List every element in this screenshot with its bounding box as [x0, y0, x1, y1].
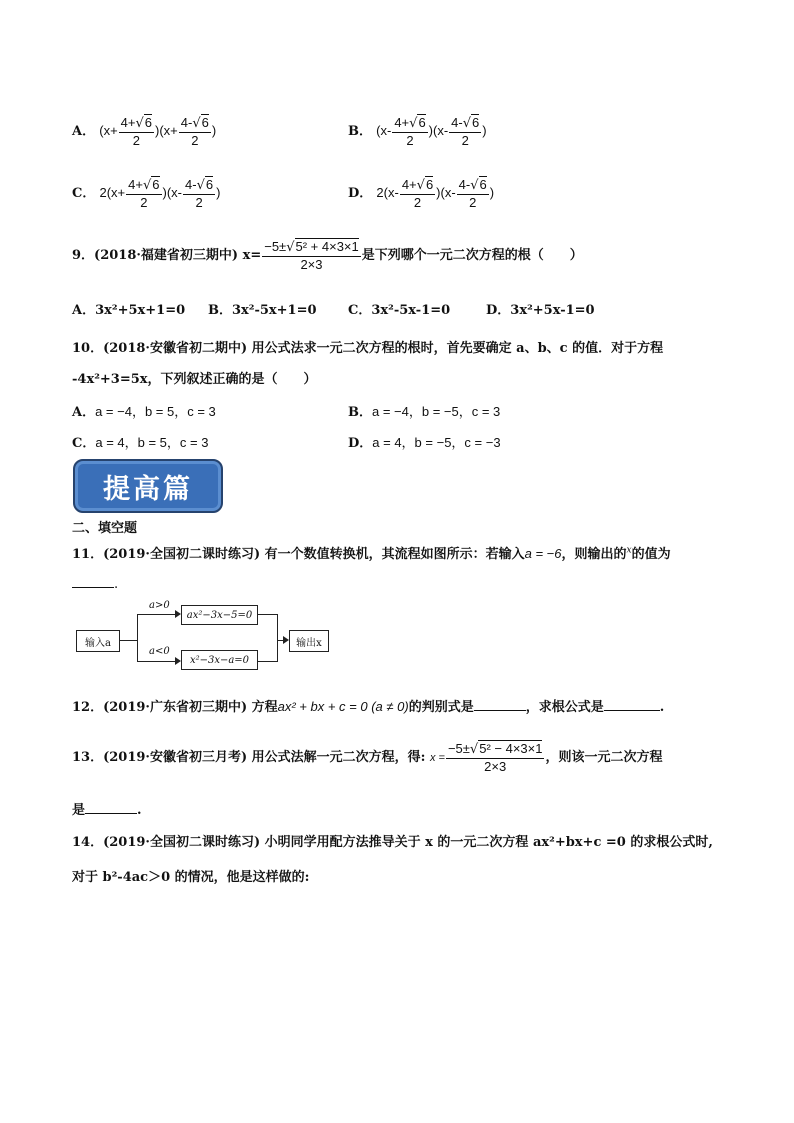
- frac-num: 4+: [394, 115, 410, 130]
- expr-part: )(x-: [428, 123, 449, 138]
- flow-connector: [137, 614, 138, 662]
- expr-part: (x-: [376, 123, 392, 138]
- sqrt-icon: √: [142, 178, 152, 193]
- frac-num: 4+: [120, 115, 136, 130]
- fraction: [457, 176, 489, 211]
- q11-stem: [72, 543, 671, 562]
- fraction: [183, 176, 215, 211]
- option-text: a = 4，b = 5，c = 3: [95, 435, 209, 450]
- option-text: a = −4，b = 5，c = 3: [95, 404, 216, 419]
- q11-text: 11．(2019·全国初二课时练习) 有一个数值转换机，其流程如图所示：若输入: [72, 547, 525, 562]
- frac-num: 4-: [180, 115, 193, 130]
- option-label: C．: [72, 436, 96, 451]
- radicand: 6: [425, 177, 434, 192]
- q13-line2: [72, 799, 142, 818]
- q11-input-expr: a = −6: [524, 546, 562, 561]
- radicand: 5² − 4×3×1: [479, 741, 543, 756]
- flow-connector: [137, 661, 175, 662]
- section-heading: 二、填空题: [72, 521, 138, 536]
- fraction: [126, 176, 161, 211]
- expr-part: ): [482, 123, 487, 138]
- flow-cond-top: a>0: [149, 600, 170, 611]
- q8-option-b: [348, 114, 487, 149]
- q10-option-d: [348, 432, 501, 451]
- q9-stem: [72, 238, 583, 273]
- expr-part: 2(x+: [99, 185, 126, 200]
- q11-answer-blank: [72, 575, 118, 592]
- sqrt-icon: √: [470, 178, 479, 193]
- q13-suffix: ，则该一元二次方程: [545, 750, 663, 765]
- option-text: a = 4，b = −5，c = −3: [372, 435, 501, 450]
- radicand: 5² + 4×3×1: [295, 239, 359, 254]
- q8-option-a: [72, 114, 216, 149]
- q10-option-b: [348, 401, 500, 420]
- expr-part: ): [216, 185, 221, 200]
- frac-num: 4+: [128, 177, 143, 192]
- expr-part: )(x+: [155, 123, 178, 138]
- q10-option-a: [72, 401, 216, 420]
- answer-blank: [474, 698, 526, 711]
- q12-prefix: 12．(2019·广东省初三期中) 方程: [72, 700, 278, 715]
- sqrt-icon: √: [416, 178, 425, 193]
- q12-stem: [72, 696, 664, 715]
- end-mark: .: [114, 577, 119, 592]
- q9-prefix: 9．(2018·福建省初三期中) x=: [72, 248, 262, 263]
- option-label: C．: [72, 186, 96, 201]
- flow-connector: [137, 614, 175, 615]
- option-label: A．: [72, 405, 96, 420]
- fraction: [449, 114, 481, 149]
- expr-part: )(x-: [162, 185, 183, 200]
- q9-option-a: A．3x²+5x+1=0: [72, 303, 186, 318]
- frac-num: 4-: [185, 177, 197, 192]
- fraction: [262, 238, 361, 273]
- q12-text: ，求根公式是: [525, 700, 604, 715]
- frac-den: 2×3: [262, 256, 361, 273]
- q13-prefix: 13．(2019·安徽省初三月考) 用公式法解一元二次方程，得:: [72, 750, 426, 765]
- sqrt-icon: √: [462, 116, 472, 131]
- option-text: a = −4，b = −5，c = 3: [372, 404, 501, 419]
- frac-num: −5±: [447, 741, 470, 756]
- frac-num: 4-: [451, 115, 463, 130]
- answer-blank: [85, 801, 137, 814]
- radicand: 6: [472, 115, 480, 130]
- flow-eq-bottom: x²−3x−a=0: [181, 650, 258, 670]
- q12-expr: ax² + bx + c = 0 (a ≠ 0): [277, 699, 409, 714]
- expr-part: (x+: [99, 123, 118, 138]
- flow-eq-top: ax²−3x−5=0: [181, 605, 258, 625]
- sqrt-icon: √: [469, 742, 479, 757]
- flow-cond-bottom: a<0: [149, 646, 170, 657]
- frac-den: 2: [119, 132, 154, 149]
- frac-den: 2: [449, 132, 481, 149]
- expr-part: ): [211, 123, 217, 138]
- end-mark: .: [659, 700, 665, 715]
- end-mark: .: [137, 803, 142, 818]
- sqrt-icon: √: [196, 178, 205, 193]
- q9-suffix: 是下列哪个一元二次方程的根（ ）: [361, 248, 583, 263]
- answer-blank: [72, 575, 114, 588]
- q8-option-c: [72, 176, 220, 211]
- radicand: 6: [152, 177, 160, 192]
- flow-input-box: 输入a: [76, 630, 120, 652]
- sqrt-icon: √: [409, 116, 418, 131]
- frac-den: 2: [179, 132, 211, 149]
- q11-text: ，则输出的: [561, 547, 627, 562]
- q9-option-b: B．3x²-5x+1=0: [208, 303, 317, 318]
- q9-option-c: C．3x²-5x-1=0: [348, 303, 451, 318]
- frac-den: 2×3: [446, 758, 545, 775]
- frac-num: 4+: [401, 177, 417, 192]
- sqrt-icon: √: [192, 116, 201, 131]
- q10-stem-line2: -4x²+3=5x，下列叙述正确的是（ ）: [72, 372, 317, 387]
- q11-text: 的值为: [631, 547, 671, 562]
- frac-num: 4-: [458, 177, 471, 192]
- fraction: [392, 114, 427, 149]
- q10-option-c: [72, 432, 208, 451]
- q8-option-d: [348, 176, 494, 211]
- option-label: B．: [348, 124, 372, 139]
- sqrt-icon: √: [286, 240, 295, 255]
- q10-stem-line1: 10．(2018·安徽省初二期中) 用公式法求一元二次方程的根时，首先要确定 a、b、c 的值．对于方程: [72, 341, 664, 356]
- radicand: 6: [144, 115, 153, 130]
- fraction: [119, 114, 154, 149]
- q13-stem: [72, 740, 662, 775]
- fraction: [400, 176, 435, 211]
- option-label: D．: [348, 436, 373, 451]
- fraction: [179, 114, 211, 149]
- expr-part: 2(x-: [376, 185, 399, 200]
- frac-den: 2: [183, 194, 215, 211]
- q9-option-d: D．3x²+5x-1=0: [486, 303, 595, 318]
- flow-output-box: 输出x: [289, 630, 329, 652]
- expr-part: )(x-: [436, 185, 456, 200]
- sqrt-icon: √: [135, 116, 144, 131]
- radicand: 6: [479, 177, 487, 192]
- fraction: [446, 740, 545, 775]
- q13-x-eq: x =: [429, 752, 445, 764]
- q14-line2: 对于 b²-4ac＞0 的情况，他是这样做的:: [72, 870, 310, 885]
- flow-connector: [119, 640, 137, 641]
- option-label: B．: [348, 405, 372, 420]
- radicand: 6: [201, 115, 209, 130]
- frac-den: 2: [457, 194, 489, 211]
- frac-den: 2: [126, 194, 161, 211]
- frac-num: −5±: [264, 239, 287, 254]
- q12-text: 的判别式是: [408, 700, 474, 715]
- q14-line1: 14．(2019·全国初二课时练习) 小明同学用配方法推导关于 x 的一元二次方程 ax²+bx+c =0 的求根公式时,: [72, 835, 713, 850]
- expr-part: ): [489, 185, 495, 200]
- flow-connector: [257, 661, 277, 662]
- frac-den: 2: [400, 194, 435, 211]
- q11-x-var: x: [626, 545, 632, 556]
- flow-connector: [257, 614, 277, 615]
- radicand: 6: [418, 115, 426, 130]
- section-badge: 提高篇: [73, 459, 223, 513]
- flow-connector: [277, 614, 278, 662]
- radicand: 6: [205, 177, 214, 192]
- q13-text: 是: [72, 803, 86, 818]
- answer-blank: [604, 698, 660, 711]
- frac-den: 2: [392, 132, 427, 149]
- option-label: D．: [348, 186, 373, 201]
- option-label: A．: [72, 124, 96, 139]
